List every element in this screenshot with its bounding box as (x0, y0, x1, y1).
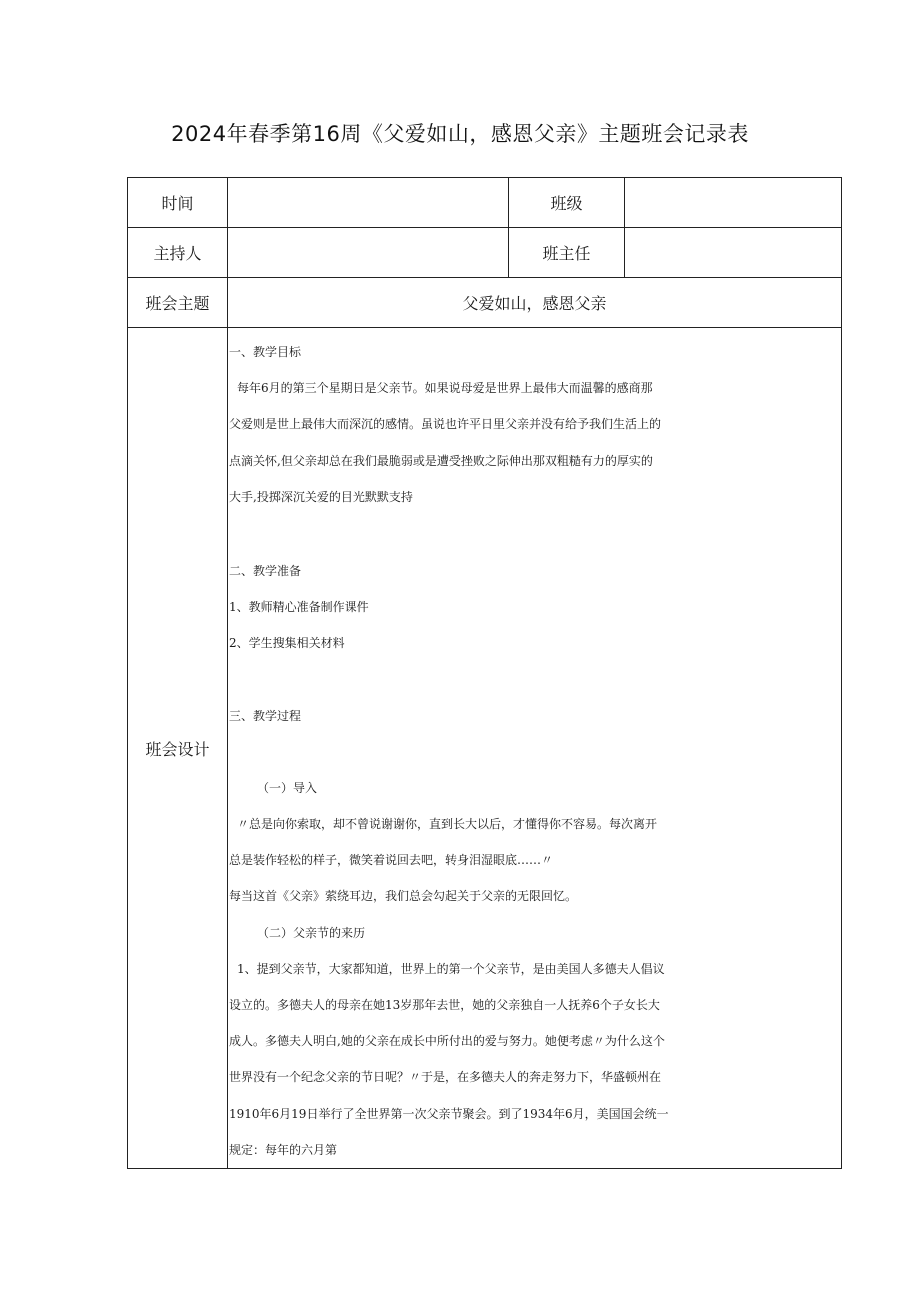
time-value-cell[interactable] (228, 178, 509, 228)
preparation-item: 2、学生搜集相关材料 (229, 636, 345, 651)
class-label: 班级 (509, 178, 625, 228)
section-heading-goals: 一、教学目标 (229, 345, 302, 359)
goals-line: 父爱则是世上最伟大而深沉的感情。虽说也许平日里父亲并没有给予我们生活上的 (229, 417, 662, 432)
table-row-host (128, 228, 842, 278)
table-row-theme (128, 278, 842, 328)
section-heading-preparation: 二、教学准备 (229, 564, 302, 579)
subsection-heading-history: （二）父亲节的来历 (257, 925, 366, 940)
design-label: 班会设计 (128, 328, 228, 1169)
class-value-cell[interactable] (625, 178, 842, 228)
head-teacher-label: 班主任 (509, 228, 625, 278)
history-line: 成人。多德夫人明白,她的父亲在成长中所付出的爱与努力。她便考虑〃为什么这个 (229, 1034, 665, 1049)
subsection-heading-intro: （一）导入 (257, 780, 318, 795)
theme-label: 班会主题 (128, 278, 228, 328)
host-value-cell[interactable] (228, 228, 509, 278)
preparation-item: 1、教师精心准备制作课件 (229, 600, 369, 615)
section-heading-process: 三、教学过程 (229, 708, 302, 723)
theme-value: 父爱如山，感恩父亲 (228, 278, 842, 328)
meeting-record-table (127, 177, 842, 1169)
intro-line: 每当这首《父亲》萦绕耳边，我们总会勾起关于父亲的无限回忆。 (229, 889, 578, 904)
head-teacher-value-cell[interactable] (625, 228, 842, 278)
goals-line: 点滴关怀,但父亲却总在我们最脆弱或是遭受挫败之际伸出那双粗糙有力的厚实的 (229, 453, 653, 468)
goals-line: 大手,投掷深沉关爱的目光默默支持 (229, 489, 413, 504)
host-label: 主持人 (128, 228, 228, 278)
table-row-design (128, 328, 842, 1169)
document-title: 2024年春季第16周《父爱如山，感恩父亲》主题班会记录表 (171, 122, 749, 146)
history-line: 1910年6月19日举行了全世界第一次父亲节聚会。到了1934年6月，美国国会统一 (229, 1106, 669, 1121)
history-line: 1、提到父亲节，大家都知道，世界上的第一个父亲节，是由美国人多德夫人倡议 (237, 961, 665, 976)
design-content (228, 328, 842, 1169)
history-line: 世界没有一个纪念父亲的节日呢？〃于是，在多德夫人的奔走努力下，华盛顿州在 (229, 1070, 662, 1085)
history-line: 规定：每年的六月第 (229, 1142, 338, 1157)
history-line: 设立的。多德夫人的母亲在她13岁那年去世，她的父亲独自一人抚养6个子女长大 (229, 998, 660, 1013)
table-row-time (128, 178, 842, 228)
intro-line: 〃总是向你索取，却不曾说谢谢你，直到长大以后，才懂得你不容易。每次离开 (237, 817, 658, 832)
goals-line: 每年6月的第三个星期日是父亲节。如果说母爱是世界上最伟大而温馨的感商那 (237, 381, 653, 396)
time-label: 时间 (128, 178, 228, 228)
intro-line: 总是装作轻松的样子，微笑着说回去吧，转身泪湿眼底……〃 (229, 853, 554, 868)
